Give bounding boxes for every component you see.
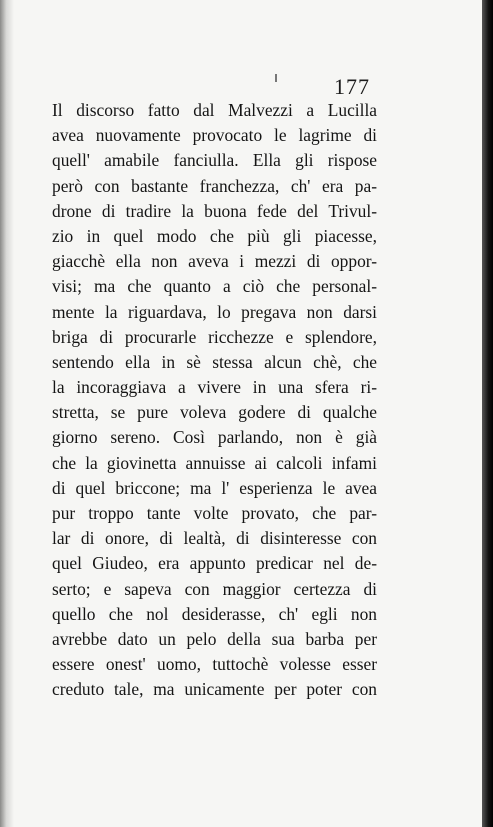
body-text: [52, 98, 377, 703]
text-line: sentendo ella in sè stessa alcun chè, che: [52, 351, 377, 372]
text-line: lar di onore, di lealtà, di disinteresse con: [52, 528, 377, 549]
text-line: avrebbe dato un pelo della sua barba per: [52, 628, 377, 649]
text-line: stretta, se pure voleva godere di qualche: [52, 402, 377, 423]
scan-border: [482, 0, 493, 827]
text-line: giacchè ella non aveva i mezzi di oppor-: [52, 251, 377, 272]
page-number: 177: [334, 74, 370, 99]
printer-mark: [275, 74, 277, 82]
text-line: briga di procurarle ricchezze e splendore,: [52, 326, 377, 347]
text-line: zio in quel modo che più gli piacesse,: [52, 225, 377, 246]
text-line: giorno sereno. Così parlando, non è già: [52, 427, 377, 448]
text-line: quell' amabile fanciulla. Ella gli rispose: [52, 150, 377, 171]
text-line: quel Giudeo, era appunto predicar nel de-: [52, 553, 377, 574]
text-line: mente la riguardava, lo pregava non darsi: [52, 301, 377, 322]
text-line: la incoraggiava a vivere in una sfera ri-: [52, 377, 377, 398]
text-line: drone di tradire la buona fede del Trivul-: [52, 200, 377, 221]
text-line: che la giovinetta annuisse ai calcoli infami: [52, 452, 377, 473]
text-line: essere onest' uomo, tuttochè volesse esser: [52, 654, 377, 675]
text-line: di quel briccone; ma l' esperienza le avea: [52, 477, 377, 498]
page-gutter-shadow: [0, 0, 14, 827]
text-line: Il discorso fatto dal Malvezzi a Lucilla: [52, 100, 377, 120]
text-line: serto; e sapeva con maggior certezza di: [52, 578, 377, 599]
text-line: però con bastante franchezza, ch' era pa-: [52, 175, 377, 196]
text-line: visi; ma che quanto a ciò che personal-: [52, 276, 377, 297]
text-line: creduto tale, ma unicamente per poter con: [52, 679, 377, 700]
text-line: avea nuovamente provocato le lagrime di: [52, 125, 377, 146]
text-line: pur troppo tante volte provato, che par-: [52, 503, 377, 523]
text-line: quello che nol desiderasse, ch' egli non: [52, 603, 377, 624]
